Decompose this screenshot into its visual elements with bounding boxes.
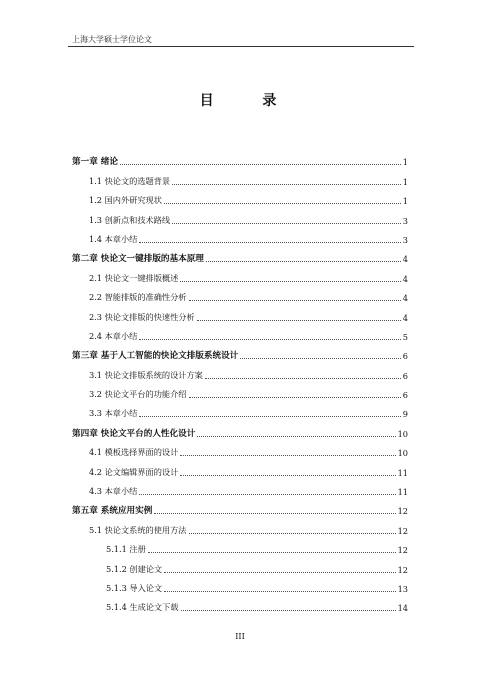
toc-chapter-entry[interactable] <box>72 497 408 516</box>
toc-section-entry[interactable] <box>72 264 408 283</box>
toc-section-entry[interactable] <box>72 536 408 555</box>
toc-entry-page: 4 <box>402 273 408 284</box>
toc-dot-leader <box>197 320 401 321</box>
toc-entry-page: 1 <box>402 196 408 207</box>
toc-section-entry[interactable] <box>72 187 408 206</box>
toc-section-entry[interactable] <box>72 206 408 225</box>
toc-entry-page: 10 <box>397 448 408 459</box>
toc-entry-label: 3.1 快论文排版系统的设计方案 <box>89 369 203 380</box>
toc-entry-label: 第五章 系统应用实例 <box>72 506 153 517</box>
toc-entry-label: 2.4 本章小结 <box>89 330 138 341</box>
toc-dot-leader <box>189 533 396 534</box>
toc-section-entry[interactable] <box>72 381 408 400</box>
toc-entry-page: 9 <box>402 409 408 420</box>
toc-entry-label: 4.2 论文编辑界面的设计 <box>89 466 179 477</box>
toc-dot-leader <box>120 164 401 165</box>
toc-entry-page: 6 <box>402 390 408 401</box>
toc-dot-leader <box>172 184 401 185</box>
toc-dot-leader <box>154 513 395 514</box>
toc-section-entry[interactable] <box>72 303 408 322</box>
toc-entry-page: 4 <box>402 293 408 304</box>
toc-chapter-entry[interactable] <box>72 245 408 264</box>
toc-dot-leader <box>240 358 401 359</box>
toc-section-entry[interactable] <box>72 458 408 477</box>
toc-entry-label: 5.1.4 生成论文下载 <box>106 602 179 613</box>
toc-entry-label: 4.3 本章小结 <box>89 486 138 497</box>
toc-entry-label: 第三章 基于人工智能的快论文排版系统设计 <box>72 351 239 362</box>
toc-entry-page: 13 <box>397 583 408 594</box>
toc-entry-page: 10 <box>397 428 408 439</box>
toc-section-entry[interactable] <box>72 555 408 574</box>
toc-entry-page: 6 <box>402 370 408 381</box>
toc-entry-label: 2.3 快论文排版的快速性分析 <box>89 311 195 322</box>
toc-dot-leader <box>164 203 401 204</box>
toc-entry-label: 5.1 快论文系统的使用方法 <box>89 524 187 535</box>
toc-dot-leader <box>180 455 395 456</box>
toc-section-entry[interactable] <box>72 361 408 380</box>
toc-entry-label: 第四章 快论文平台的人性化设计 <box>72 428 196 439</box>
toc-entry-label: 第一章 绪论 <box>72 157 118 168</box>
toc-entry-label: 5.1.3 导入论文 <box>106 582 163 593</box>
toc-dot-leader <box>139 242 400 243</box>
toc-entry-label: 第二章 快论文一键排版的基本原理 <box>72 254 204 265</box>
toc-entry-page: 1 <box>402 157 408 168</box>
toc-entry-label: 5.1.2 创建论文 <box>106 563 163 574</box>
toc-section-entry[interactable] <box>72 575 408 594</box>
toc-entry-label: 1.1 快论文的选题背景 <box>89 175 171 186</box>
toc-section-entry[interactable] <box>72 400 408 419</box>
toc-dot-leader <box>206 261 401 262</box>
toc-section-entry[interactable] <box>72 516 408 535</box>
toc-entry-page: 1 <box>402 176 408 187</box>
toc-entry-label: 2.2 智能排版的准确性分析 <box>89 292 187 303</box>
toc-entry-label: 3.2 快论文平台的功能介绍 <box>89 389 187 400</box>
table-of-contents <box>72 148 408 613</box>
toc-dot-leader <box>197 436 395 437</box>
toc-entry-label: 4.1 模板选择界面的设计 <box>89 447 179 458</box>
toc-chapter-entry[interactable] <box>72 148 408 167</box>
page-title: 目 录 <box>199 93 299 109</box>
toc-entry-page: 5 <box>402 331 408 342</box>
toc-section-entry[interactable] <box>72 226 408 245</box>
toc-dot-leader <box>180 281 400 282</box>
toc-dot-leader <box>189 397 401 398</box>
toc-dot-leader <box>139 416 400 417</box>
toc-dot-leader <box>172 223 401 224</box>
toc-entry-page: 12 <box>397 564 408 575</box>
toc-entry-page: 4 <box>402 254 408 265</box>
toc-section-entry[interactable] <box>72 167 408 186</box>
running-header: 上海大学硕士学位论文 <box>72 35 152 44</box>
toc-entry-page: 12 <box>397 506 408 517</box>
toc-dot-leader <box>180 475 395 476</box>
toc-entry-label: 1.2 国内外研究现状 <box>89 195 162 206</box>
toc-dot-leader <box>148 552 396 553</box>
toc-chapter-entry[interactable] <box>72 342 408 361</box>
toc-section-entry[interactable] <box>72 284 408 303</box>
header-rule <box>68 46 414 47</box>
toc-entry-page: 6 <box>402 351 408 362</box>
toc-dot-leader <box>189 300 401 301</box>
toc-entry-page: 3 <box>402 215 408 226</box>
toc-dot-leader <box>139 339 400 340</box>
toc-section-entry[interactable] <box>72 478 408 497</box>
toc-entry-label: 1.3 创新点和技术路线 <box>89 214 171 225</box>
toc-entry-page: 12 <box>397 545 408 556</box>
toc-dot-leader <box>164 572 395 573</box>
toc-entry-label: 2.1 快论文一键排版概述 <box>89 272 179 283</box>
toc-dot-leader <box>164 591 395 592</box>
toc-entry-label: 5.1.1 注册 <box>106 544 146 555</box>
toc-entry-page: 3 <box>402 234 408 245</box>
toc-entry-page: 11 <box>397 467 408 478</box>
toc-dot-leader <box>139 494 395 495</box>
page-number: III <box>235 632 245 641</box>
toc-section-entry[interactable] <box>72 594 408 613</box>
toc-section-entry[interactable] <box>72 439 408 458</box>
toc-entry-page: 12 <box>397 525 408 536</box>
toc-section-entry[interactable] <box>72 323 408 342</box>
toc-dot-leader <box>181 610 396 611</box>
toc-entry-page: 11 <box>397 487 408 498</box>
toc-chapter-entry[interactable] <box>72 419 408 438</box>
toc-entry-label: 1.4 本章小结 <box>89 233 138 244</box>
toc-entry-page: 4 <box>402 312 408 323</box>
toc-entry-page: 14 <box>397 603 408 614</box>
toc-entry-label: 3.3 本章小结 <box>89 408 138 419</box>
toc-dot-leader <box>205 378 401 379</box>
